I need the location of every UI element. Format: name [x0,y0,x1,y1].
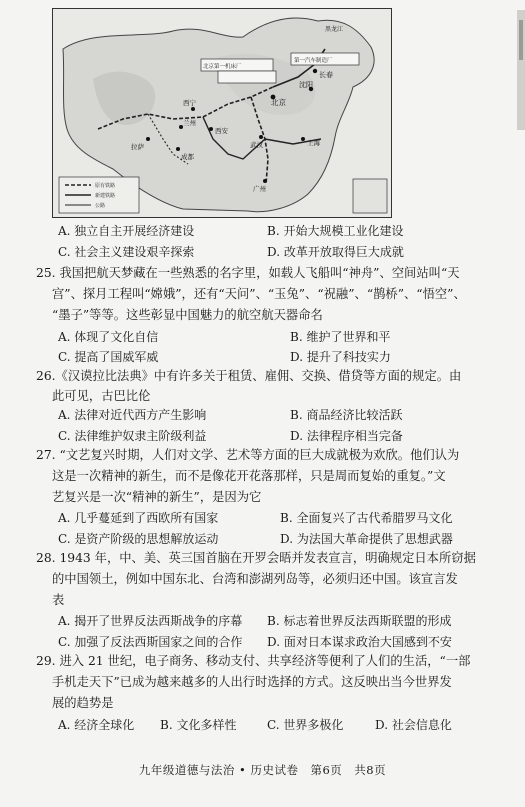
q24-option-b: B. 开始大规模工业化建设 [267,224,404,238]
q28-stem-line-2: 的中国领土，例如中国东北、台湾和澎湖列岛等，必须归还中国。该宣言发 [52,572,458,586]
map-label-chengdu: 成都 [181,153,194,161]
q28-option-a: A. 揭开了世界反法西斯战争的序幕 [58,614,243,628]
q28-option-d: D. 面对日本谋求政治大国感到不安 [267,635,452,649]
q27-stem-line-1: 27. “文艺复兴时期，人们对文学、艺术等方面的巨大成就极为欢欣。他们认为 [36,448,460,462]
q24-option-d: D. 改革开放取得巨大成就 [267,245,404,259]
map-label-first-auto: 第一汽车制造厂 [294,58,333,64]
q25-option-b: B. 维护了世界和平 [290,330,391,344]
q29-option-d: D. 社会信息化 [375,718,452,732]
q26-option-c: C. 法律维护奴隶主阶级利益 [58,429,207,443]
q28-option-c: C. 加强了反法西斯国家之间的合作 [58,635,243,649]
q26-option-d: D. 法律程序相当完备 [290,429,403,443]
map-label-xian: 西安 [215,127,228,135]
map-label-xining: 西宁 [183,99,196,107]
map-figure [52,8,392,218]
map-label-guangzhou: 广州 [253,185,266,193]
legend-rail-label: 原有铁路 [95,183,116,189]
q28-stem-line-1: 28. 1943 年，中、美、英三国首脑在开罗会晤并发表宣言，明确规定日本所窃据 [36,551,476,565]
page-footer: 九年级道德与法治 • 历史试卷 第6页 共8页 [138,763,387,777]
q29-stem-line-1: 29. 进入 21 世纪，电子商务、移动支付、共享经济等便利了人们的生活，“一部 [36,654,471,668]
q27-stem-line-3: 艺复兴是一次“精神的新生”，是因为它 [52,490,262,504]
q27-option-d: D. 为法国大革命提供了思想武器 [280,532,453,546]
q25-stem-line-2: 宫”、探月工程叫“嫦娥”，还有“天问”、“玉兔”、“祝融”、“鹊桥”、“悟空”、 [52,287,466,301]
q24-option-a: A. 独立自主开展经济建设 [58,224,195,238]
q29-option-c: C. 世界多极化 [267,718,344,732]
map-label-lhasa: 拉萨 [131,143,144,151]
q29-stem-line-3: 展的趋势是 [52,696,114,710]
china-map-svg [53,9,391,217]
q25-option-a: A. 体现了文化自信 [58,330,159,344]
q29-option-b: B. 文化多样性 [160,718,237,732]
q24-option-c: C. 社会主义建设艰辛探索 [58,245,195,259]
map-label-shenyang: 沈阳 [299,81,313,89]
q26-stem-line-1: 26.《汉谟拉比法典》中有许多关于租赁、雇佣、交换、借贷等方面的规定。由 [36,369,462,383]
map-label-first-car: 北京第一机床厂 [203,64,242,70]
q29-option-a: A. 经济全球化 [58,718,135,732]
q26-option-a: A. 法律对近代西方产生影响 [58,408,207,422]
q27-option-b: B. 全面复兴了古代希腊罗马文化 [280,511,453,525]
map-label-changchun: 长春 [319,71,333,79]
q27-option-c: C. 是资产阶级的思想解放运动 [58,532,219,546]
scan-edge-mark [511,10,525,130]
map-label-shanghai: 上海 [307,139,320,147]
q28-stem-line-3: 表 [52,593,65,607]
q26-option-b: B. 商品经济比较活跃 [290,408,403,422]
q28-option-b: B. 标志着世界反法西斯联盟的形成 [267,614,452,628]
q27-option-a: A. 几乎蔓延到了西欧所有国家 [58,511,219,525]
q25-option-c: C. 提高了国威军威 [58,350,159,364]
map-label-wuhan: 武汉 [250,141,263,149]
q25-stem-line-3: “墨子”等等。这些彰显中国魅力的航空航天器命名 [52,308,323,322]
q26-stem-line-2: 此可见，古巴比伦 [52,389,151,403]
q25-stem-line-1: 25. 我国把航天梦藏在一些熟悉的名字里，如载人飞船叫“神舟”、空间站叫“天 [36,266,460,280]
q27-stem-line-2: 这是一次精神的新生，而不是像花开花落那样，只是周而复始的重复。”文 [52,469,446,483]
map-label-beijing: 北京 [271,98,286,107]
map-label-heihe: 黑龙江 [325,26,344,33]
q29-stem-line-2: 手机走天下”已成为越来越多的人出行时选择的方式。这反映出当今世界发 [52,675,452,689]
legend-road-label: 公路 [95,203,106,209]
legend-new-rail-label: 新建铁路 [95,193,116,199]
q25-option-d: D. 提升了科技实力 [290,350,391,364]
map-label-lanzhou: 兰州 [183,119,196,127]
